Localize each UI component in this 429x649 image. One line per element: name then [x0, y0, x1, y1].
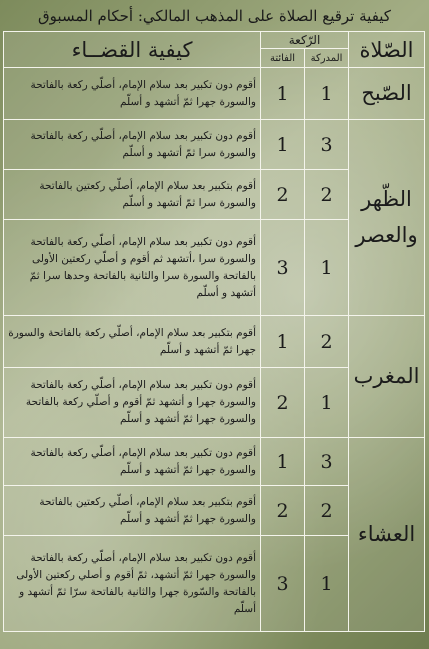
- missed-cell: 2: [261, 486, 305, 536]
- caught-cell: 2: [305, 316, 349, 368]
- header-prayer: الصّلاة: [349, 32, 425, 68]
- header-method: كيفية القضــاء: [4, 32, 261, 68]
- method-cell: أقوم بتكبير بعد سلام الإمام، أصلّي ركعتين بالفاتحة والسورة سرا ثمّ أتشهد و أسلّم: [4, 170, 261, 220]
- table-row: [4, 316, 425, 368]
- masbuq-table: [3, 31, 425, 632]
- caught-cell: 3: [305, 120, 349, 170]
- method-cell: أقوم دون تكبير بعد سلام الإمام، أصلّي ركعة بالفاتحة والسورة سرا ،أتشهد ثم أقوم و أصلّي ركعتين الأولى بالفاتحة والسورة سرا والثانية بالفاتحة وحدها سرا ثمّ أتشهد و أسلّم: [4, 220, 261, 316]
- missed-cell: 2: [261, 170, 305, 220]
- caught-cell: 1: [305, 368, 349, 438]
- method-cell: أقوم بتكبير بعد سلام الإمام، أصلّي ركعتين بالفاتحة والسورة جهرا ثمّ أتشهد و أسلّم: [4, 486, 261, 536]
- header-missed: الفائتة: [261, 49, 305, 68]
- missed-cell: 1: [261, 316, 305, 368]
- caught-cell: 1: [305, 536, 349, 632]
- header-rakah: الرّكعة: [261, 32, 349, 49]
- caught-cell: 2: [305, 486, 349, 536]
- caught-cell: 3: [305, 438, 349, 486]
- table-row: [4, 120, 425, 170]
- method-cell: أقوم دون تكبير بعد سلام الإمام، أصلّي ركعة بالفاتحة والسورة جهرا ثمّ أتشهد، ثمّ أقوم و أصلي ركعتين الأولى بالفاتحة والسّورة جهرا والثانية بالفاتحة سرّا ثمّ أتشهد و أسلّم: [4, 536, 261, 632]
- prayer-cell-fajr: الصّبح: [349, 68, 425, 120]
- header-caught: المدركة: [305, 49, 349, 68]
- missed-cell: 3: [261, 536, 305, 632]
- method-cell: أقوم دون تكبير بعد سلام الإمام، أصلّي ركعة بالفاتحة والسورة جهرا و أتشهد ثمّ أقوم و أصلّي ركعة بالفاتحة والسورة جهرا ثمّ أتشهد و أسلّم: [4, 368, 261, 438]
- page-title: كيفية ترقيع الصلاة على المذهب المالكي: أحكام المسبوق: [38, 7, 391, 25]
- caught-cell: 2: [305, 170, 349, 220]
- caught-cell: 1: [305, 68, 349, 120]
- table-row: [4, 68, 425, 120]
- table-row: [4, 438, 425, 486]
- header-row: [4, 32, 425, 49]
- method-cell: أقوم بتكبير بعد سلام الإمام، أصلّي ركعة بالفاتحة والسورة جهرا ثمّ أتشهد و أسلّم: [4, 316, 261, 368]
- missed-cell: 1: [261, 120, 305, 170]
- prayer-cell-isha: العشاء: [349, 438, 425, 632]
- caught-cell: 1: [305, 220, 349, 316]
- missed-cell: 2: [261, 368, 305, 438]
- prayer-cell-dhuhr-asr: الظّهر والعصر: [349, 120, 425, 316]
- missed-cell: 1: [261, 68, 305, 120]
- method-cell: أقوم دون تكبير بعد سلام الإمام، أصلّي ركعة بالفاتحة والسورة سرا ثمّ أتشهد و أسلّم: [4, 120, 261, 170]
- missed-cell: 1: [261, 438, 305, 486]
- missed-cell: 3: [261, 220, 305, 316]
- method-cell: أقوم دون تكبير بعد سلام الإمام، أصلّي ركعة بالفاتحة والسورة جهرا ثمّ أتشهد و أسلّم: [4, 68, 261, 120]
- prayer-cell-maghrib: المغرب: [349, 316, 425, 438]
- method-cell: أقوم دون تكبير بعد سلام الإمام، أصلّي ركعة بالفاتحة والسورة جهرا ثمّ أتشهد و أسلّم: [4, 438, 261, 486]
